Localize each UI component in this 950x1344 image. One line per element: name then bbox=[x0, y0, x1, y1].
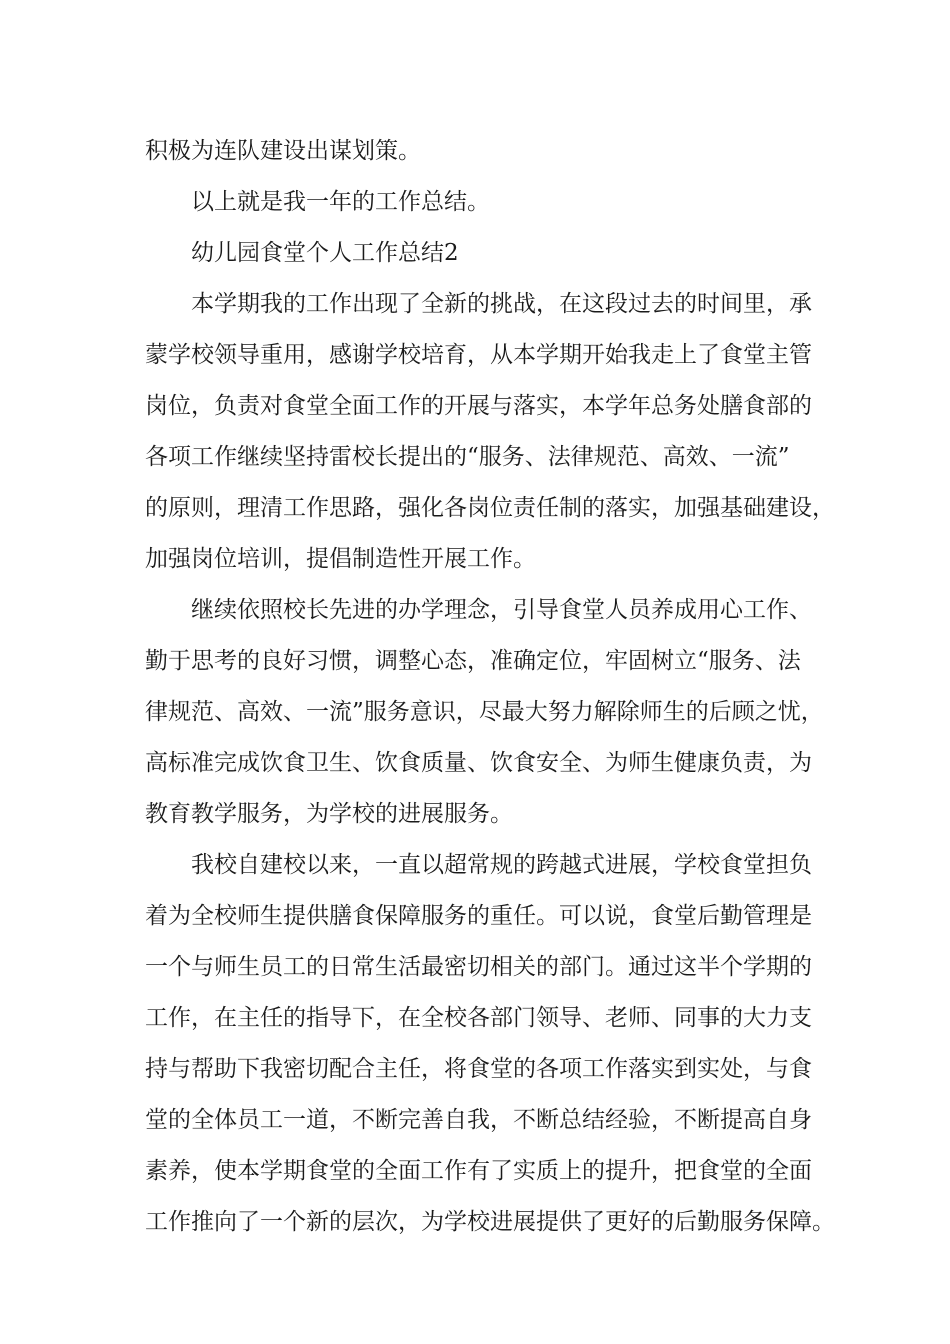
body-text-line: 勤于思考的良好习惯，调整心态，准确定位，牢固树立“服务、法 bbox=[145, 648, 801, 674]
body-text-line: 继续依照校长先进的办学理念，引导食堂人员养成用心工作、 bbox=[191, 597, 812, 623]
body-text-line: 本学期我的工作出现了全新的挑战，在这段过去的时间里，承 bbox=[191, 291, 812, 317]
body-text-line: 加强岗位培训，提倡制造性开展工作。 bbox=[145, 546, 536, 572]
body-text-line: 教育教学服务，为学校的进展服务。 bbox=[145, 801, 513, 827]
body-text-line: 工作推向了一个新的层次，为学校进展提供了更好的后勤服务保障。 bbox=[145, 1209, 835, 1235]
body-text-line: 工作，在主任的指导下，在全校各部门领导、老师、同事的大力支 bbox=[145, 1005, 812, 1031]
section-heading: 幼儿园食堂个人工作总结2 bbox=[191, 240, 459, 266]
body-text-line: 以上就是我一年的工作总结。 bbox=[191, 189, 490, 215]
body-text-line: 堂的全体员工一道，不断完善自我，不断总结经验，不断提高自身 bbox=[145, 1107, 812, 1133]
body-text-line: 的原则，理清工作思路，强化各岗位责任制的落实，加强基础建设， bbox=[145, 495, 835, 521]
body-text-line: 各项工作继续坚持雷校长提出的“服务、法律规范、高效、一流” bbox=[145, 444, 790, 470]
body-text-line: 律规范、高效、一流”服务意识，尽最大努力解除师生的后顾之忧， bbox=[145, 699, 824, 725]
body-text-line: 岗位，负责对食堂全面工作的开展与落实，本学年总务处膳食部的 bbox=[145, 393, 812, 419]
body-text-line: 高标准完成饮食卫生、饮食质量、饮食安全、为师生健康负责，为 bbox=[145, 750, 812, 776]
body-text-line: 着为全校师生提供膳食保障服务的重任。可以说，食堂后勤管理是 bbox=[145, 903, 812, 929]
body-text-line: 我校自建校以来，一直以超常规的跨越式进展，学校食堂担负 bbox=[191, 852, 812, 878]
body-text-line: 一个与师生员工的日常生活最密切相关的部门。通过这半个学期的 bbox=[145, 954, 812, 980]
body-text-line: 积极为连队建设出谋划策。 bbox=[145, 138, 421, 164]
body-text-line: 蒙学校领导重用，感谢学校培育，从本学期开始我走上了食堂主管 bbox=[145, 342, 812, 368]
body-text-line: 持与帮助下我密切配合主任，将食堂的各项工作落实到实处，与食 bbox=[145, 1056, 812, 1082]
body-text-line: 素养，使本学期食堂的全面工作有了实质上的提升，把食堂的全面 bbox=[145, 1158, 812, 1184]
